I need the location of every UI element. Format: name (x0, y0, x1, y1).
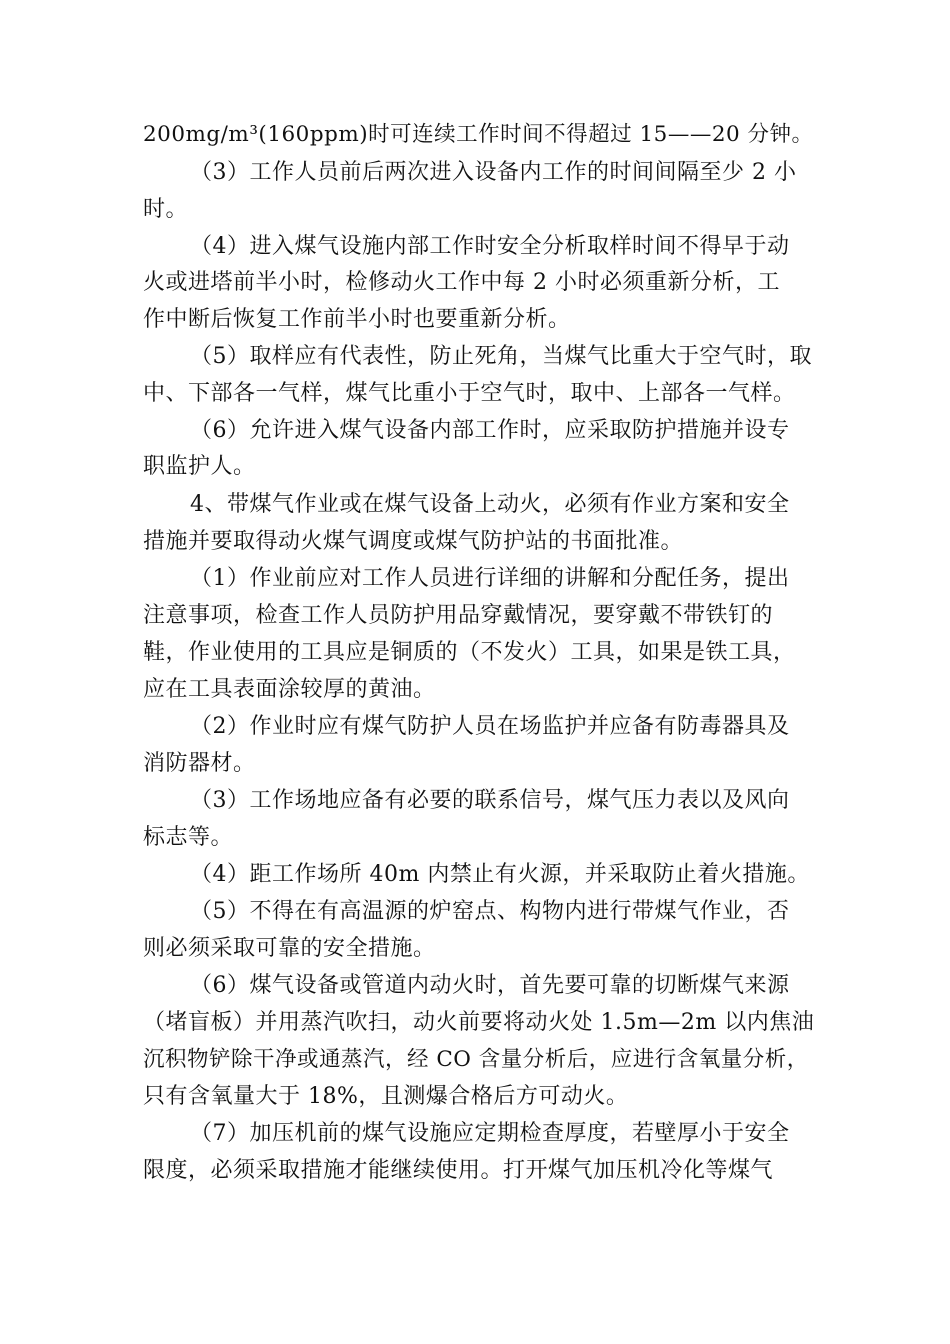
text-line: 沉积物铲除干净或通蒸汽，经 CO 含量分析后，应进行含氧量分析， (143, 1047, 809, 1072)
text-line: 职监护人。 (143, 454, 256, 479)
text-line: 注意事项，检查工作人员防护用品穿戴情况，要穿戴不带铁钉的 (143, 603, 774, 628)
text-line: （5）取样应有代表性，防止死角，当煤气比重大于空气时，取 (190, 344, 812, 369)
text-line: 措施并要取得动火煤气调度或煤气防护站的书面批准。 (143, 529, 684, 554)
text-line: （4）进入煤气设施内部工作时安全分析取样时间不得早于动 (190, 234, 790, 259)
text-line: （2）作业时应有煤气防护人员在场监护并应备有防毒器具及 (190, 714, 790, 739)
text-line: 4、带煤气作业或在煤气设备上动火，必须有作业方案和安全 (190, 492, 790, 517)
text-line: 只有含氧量大于 18%，且测爆合格后方可动火。 (143, 1084, 629, 1109)
text-line: （6）允许进入煤气设备内部工作时，应采取防护措施并设专 (190, 418, 790, 443)
text-line: 作中断后恢复工作前半小时也要重新分析。 (143, 307, 571, 332)
text-line: 鞋，作业使用的工具应是铜质的（不发火）工具，如果是铁工具， (143, 640, 796, 665)
text-line: （4）距工作场所 40m 内禁止有火源，并采取防止着火措施。 (190, 862, 810, 887)
text-line: 中、下部各一气样，煤气比重小于空气时，取中、上部各一气样。 (143, 381, 796, 406)
text-line: 则必须采取可靠的安全措施。 (143, 936, 436, 961)
text-line: （3）工作场地应备有必要的联系信号，煤气压力表以及风向 (190, 788, 790, 813)
text-line: （堵盲板）并用蒸汽吹扫，动火前要将动火处 1.5m—2m 以内焦油 (143, 1010, 815, 1035)
text-line: （3）工作人员前后两次进入设备内工作的时间间隔至少 2 小 (190, 160, 797, 185)
text-line: 消防器材。 (143, 751, 256, 776)
text-line: 200mg/m³(160ppm)时可连续工作时间不得超过 15——20 分钟。 (143, 122, 814, 147)
text-line: 限度，必须采取措施才能继续使用。打开煤气加压机冷化等煤气 (143, 1158, 774, 1183)
text-line: （6）煤气设备或管道内动火时，首先要可靠的切断煤气来源 (190, 973, 790, 998)
text-line: 时。 (143, 197, 189, 222)
text-line: 标志等。 (143, 825, 234, 850)
text-line: （7）加压机前的煤气设施应定期检查厚度，若壁厚小于安全 (190, 1121, 790, 1146)
text-line: 火或进塔前半小时，检修动火工作中每 2 小时必须重新分析，工 (143, 270, 780, 295)
text-line: 应在工具表面涂较厚的黄油。 (143, 677, 436, 702)
text-line: （5）不得在有高温源的炉窑点、构物内进行带煤气作业，否 (190, 899, 790, 924)
text-line: （1）作业前应对工作人员进行详细的讲解和分配任务，提出 (190, 566, 790, 591)
